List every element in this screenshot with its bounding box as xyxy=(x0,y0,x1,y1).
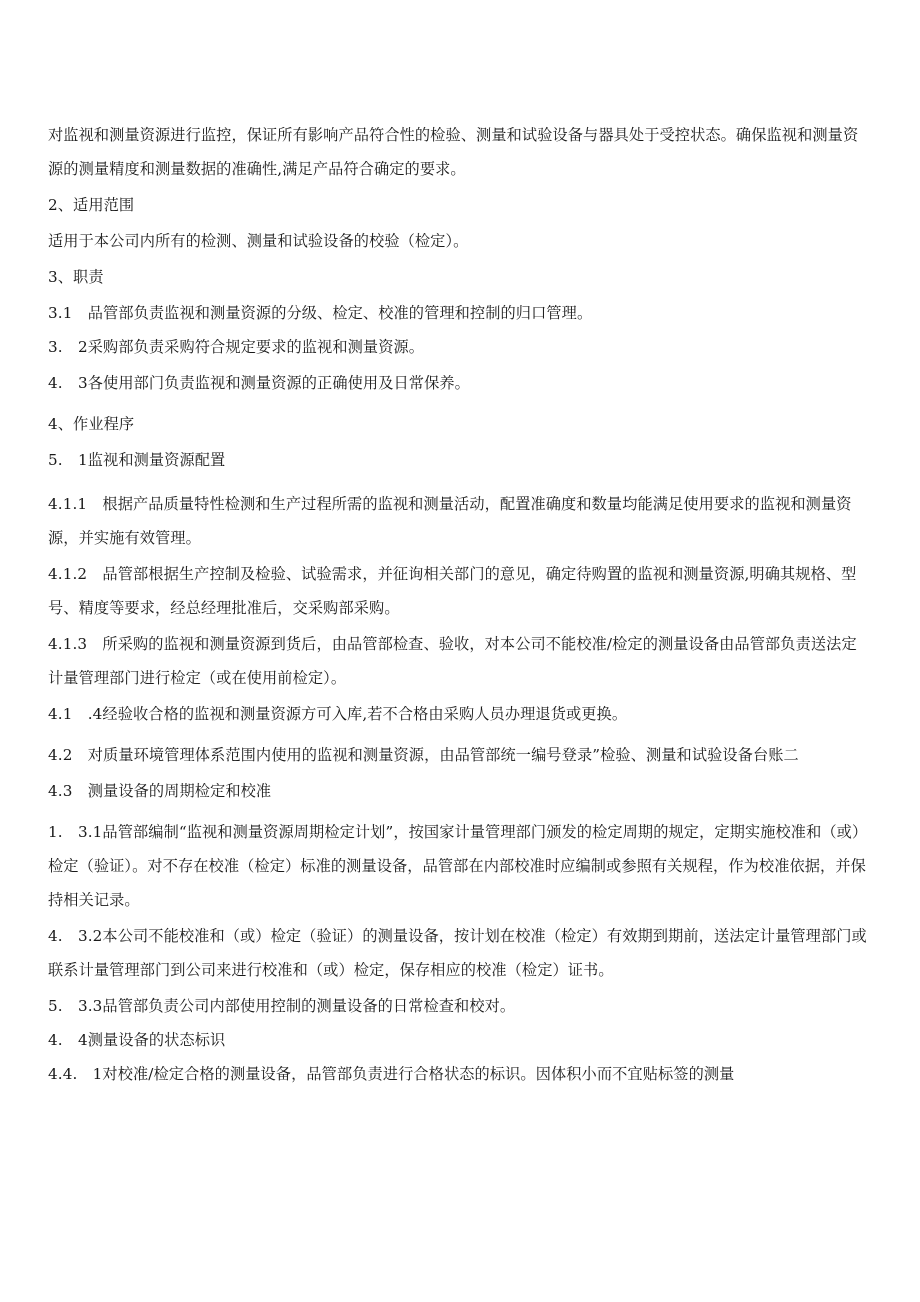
item-4-1-2: 4.1.2 品管部根据生产控制及检验、试验需求，并征询相关部门的意见，确定待购置的监视和测量资源,明确其规格、型号、精度等要求，经总经理批准后，交采购部采购。 xyxy=(48,565,857,617)
item-4-1-4: 4.1 .4经验收合格的监视和测量资源方可入库,若不合格由采购人员办理退货或更换。 xyxy=(48,705,628,723)
document-page xyxy=(48,118,872,1091)
item-4-3-1: 1. 3.1品管部编制“监视和测量资源周期检定计划”，按国家计量管理部门颁发的检定周期的规定，定期实施校准和（或）检定（验证）。对不存在校准（检定）标准的测量设备，品管部在内部校准时应编制或参照有关规程，作为校准依据，并保持相关记录。 xyxy=(48,823,868,909)
item-4-4-1: 4.4. 1对校准/检定合格的测量设备，品管部负责进行合格状态的标识。因体积小而不宜贴标签的测量 xyxy=(48,1065,735,1083)
item-3-3: 4. 3各使用部门负责监视和测量资源的正确使用及日常保养。 xyxy=(48,374,470,392)
heading-scope: 2、适用范围 xyxy=(48,196,135,214)
item-4-3-3: 5. 3.3品管部负责公司内部使用控制的测量设备的日常检查和校对。 xyxy=(48,997,516,1015)
item-3-2: 3. 2采购部负责采购符合规定要求的监视和测量资源。 xyxy=(48,338,425,356)
item-4-2: 4.2 对质量环境管理体系范围内使用的监视和测量资源，由品管部统一编号登录”检验、测量和试验设备台账二 xyxy=(48,746,799,764)
heading-procedure: 4、作业程序 xyxy=(48,415,135,433)
item-4-4: 4. 4测量设备的状态标识 xyxy=(48,1031,226,1049)
item-4-3: 4.3 测量设备的周期检定和校准 xyxy=(48,782,272,800)
item-3-1: 3.1 品管部负责监视和测量资源的分级、检定、校准的管理和控制的归口管理。 xyxy=(48,304,593,322)
heading-responsibilities: 3、职责 xyxy=(48,268,104,286)
paragraph-scope: 适用于本公司内所有的检测、测量和试验设备的校验（检定）。 xyxy=(48,232,469,250)
paragraph-purpose: 对监视和测量资源进行监控，保证所有影响产品符合性的检验、测量和试验设备与器具处于受控状态。确保监视和测量资源的测量精度和测量数据的准确性,满足产品符合确定的要求。 xyxy=(48,126,859,178)
item-4-3-2: 4. 3.2本公司不能校准和（或）检定（验证）的测量设备，按计划在校准（检定）有效期到期前，送法定计量管理部门或联系计量管理部门到公司来进行校准和（或）检定，保存相应的校准（检定）证书。 xyxy=(48,927,867,979)
item-4-1-3: 4.1.3 所采购的监视和测量资源到货后，由品管部检查、验收，对本公司不能校准/检定的测量设备由品管部负责送法定计量管理部门进行检定（或在使用前检定）。 xyxy=(48,635,857,687)
item-4-1: 5. 1监视和测量资源配置 xyxy=(48,451,226,469)
item-4-1-1: 4.1.1 根据产品质量特性检测和生产过程所需的监视和测量活动，配置准确度和数量均能满足使用要求的监视和测量资源，并实施有效管理。 xyxy=(48,495,852,547)
